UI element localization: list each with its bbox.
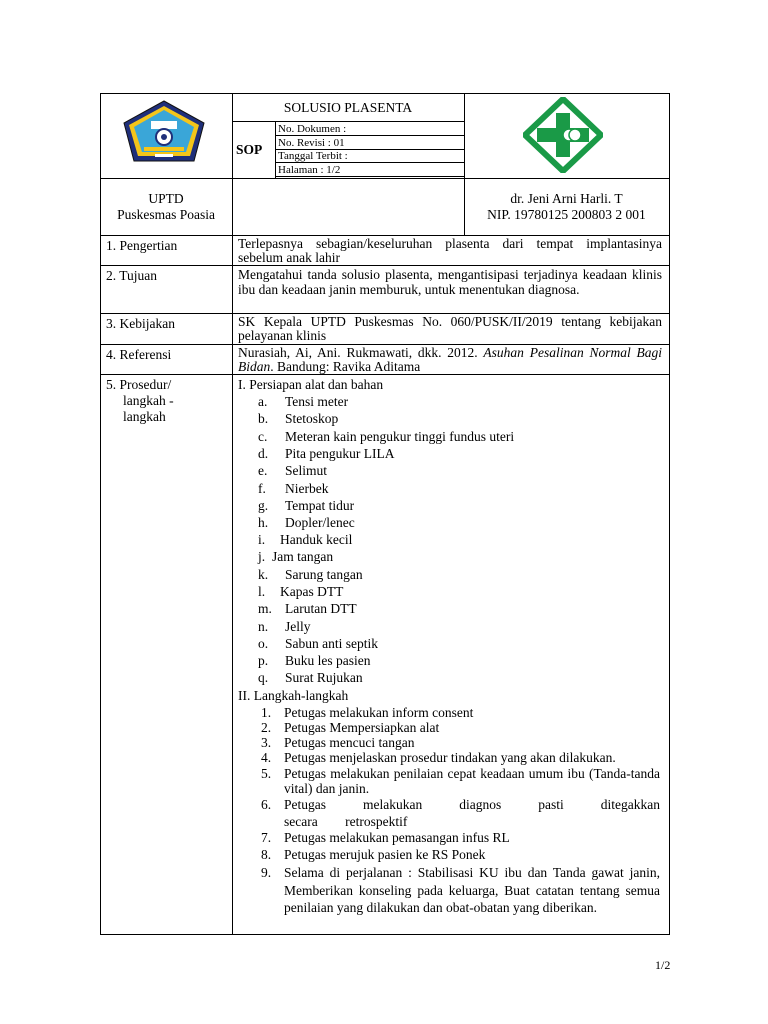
sop-label: SOP [236, 142, 263, 157]
page-number: 1/2 [655, 958, 671, 972]
section-label-tujuan: 2. Tujuan [106, 268, 158, 283]
referensi-plain: Nurasiah, Ai, Ani. Rukmawati, dkk. 2012. [238, 345, 484, 360]
field-no-dokumen: No. Dokumen : [278, 123, 347, 135]
field-tanggal-terbit: Tanggal Terbit : [278, 150, 348, 162]
signer-nip: NIP. 19780125 200803 2 001 [487, 207, 646, 222]
section-text-kebijakan: SK Kepala UPTD Puskesmas No. 060/PUSK/II/2019 tentang kebijakan pelayanan klinis [238, 314, 662, 343]
section-label-pengertian: 1. Pengertian [106, 238, 178, 253]
signer-name: dr. Jeni Arni Harli. T [510, 191, 623, 206]
section-text-referensi [238, 346, 662, 374]
section-text-tujuan: Mengatahui tanda solusio plasenta, mengantisipasi terjadinya keadaan klinis ibu dan keadaan janin memburuk, untuk menentukan diagnosa. [238, 267, 662, 297]
part1-title: I. Persiapan alat dan bahan [238, 377, 384, 392]
section-label-prosedur-1: 5. Prosedur/ [106, 377, 172, 392]
section-label-kebijakan: 3. Kebijakan [106, 316, 175, 331]
puskesmas-cross-logo [523, 97, 603, 173]
org-name-line1: UPTD [148, 191, 184, 206]
document-title: SOLUSIO PLASENTA [283, 100, 413, 115]
org-name-line2: Puskesmas Poasia [117, 207, 215, 222]
field-halaman: Halaman : 1/2 [278, 164, 341, 176]
section-label-prosedur-2: langkah - [123, 393, 174, 408]
section-label-prosedur-3: langkah [123, 409, 166, 424]
referensi-book-title: Asuhan Pesalinan Normal Bagi Bidan [238, 345, 663, 374]
section-text-pengertian: Terlepasnya sebagian/keseluruhan plasenta dari tempat implantasinya sebelum anak lahir [238, 236, 662, 265]
regional-emblem-logo [122, 99, 206, 163]
referensi-publisher: . Bandung: Ravika Aditama [270, 359, 421, 374]
field-no-revisi: No. Revisi : 01 [278, 137, 345, 149]
section-label-referensi: 4. Referensi [106, 347, 172, 362]
part2-title: II. Langkah-langkah [238, 688, 349, 703]
